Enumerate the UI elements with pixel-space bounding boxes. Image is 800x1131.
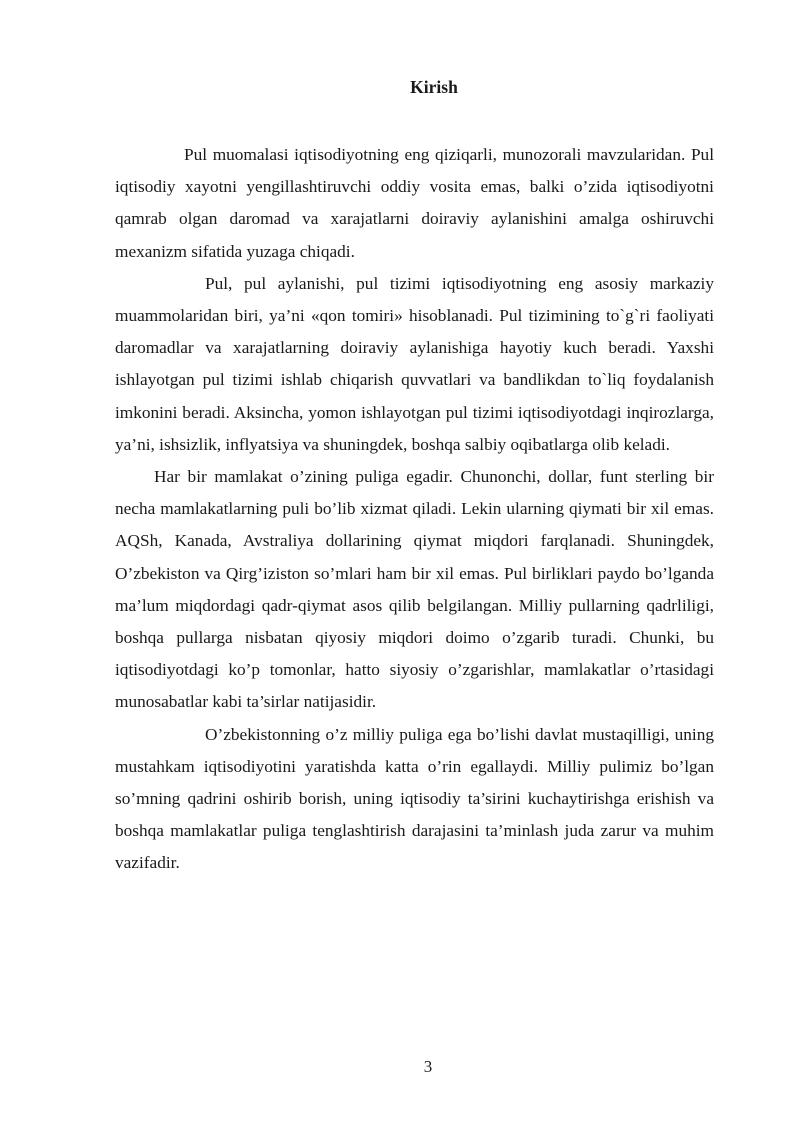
page-title: Kirish <box>410 77 458 97</box>
paragraph-4: O’zbekistonning o’z milliy puliga ega bo’lishi davlat mustaqilligi, uning mustahkam iqtisodiyotini yaratishda katta o’rin egallaydi. Milliy pulimiz bo’lgan so’mning qadrini oshirib borish, uning iqtisodiy ta’sirini kuchaytirishga erishish va boshqa mamlakatlar puliga tenglashtirish darajasini ta’minlash juda zarur va muhim vazifadir. <box>115 724 714 873</box>
paragraph-1: Pul muomalasi iqtisodiyotning eng qiziqarli, munozorali mavzularidan. Pul iqtisodiy xayotni yengillashtiruvchi oddiy vosita emas, balki o’zida iqtisodiyotni qamrab olgan daromad va xarajatlarni doiraviy aylanishini amalga oshiruvchi mexanizm sifatida yuzaga chiqadi. <box>115 145 714 261</box>
paragraph-3: Har bir mamlakat o’zining puliga egadir. Chunonchi, dollar, funt sterling bir necha mamlakatlarning puli bo’lib xizmat qiladi. Lekin ularning qiymati bir xil emas. AQSh, Kanada, Avstraliya dollarining qiymat miqdori farqlanadi. Shuningdek, O’zbekiston va Qirg’iziston so’mlari ham bir xil emas. Pul birliklari paydo bo’lganda ma’lum miqdordagi qadr-qiymat asos qilib belgilangan. Milliy pullarning qadrliligi, boshqa pullarga nisbatan qiyosiy miqdori doimo o’zgarib turadi. Chunki, bu iqtisodiyotdagi ko’p tomonlar, hatto siyosiy o’zgarishlar, mamlakatlar o’rtasidagi munosabatlar kabi ta’sirlar natijasidir. <box>115 467 714 712</box>
paragraph-2: Pul, pul aylanishi, pul tizimi iqtisodiyotning eng asosiy markaziy muammolaridan biri, ya’ni «qon tomiri» hisoblanadi. Pul tizimining to`g`ri faoliyati daromadlar va xarajatlarning doiraviy aylanishiga hayotiy kuch beradi. Yaxshi ishlayotgan pul tizimi ishlab chiqarish quvvatlari va bandlikdan to`liq foydalanish imkonini beradi. Aksincha, yomon ishlayotgan pul tizimi iqtisodiyotdagi inqirozlarga, ya’ni, ishsizlik, inflyatsiya va shuningdek, boshqa salbiy oqibatlarga olib keladi. <box>115 273 714 454</box>
page-number: 3 <box>423 1057 433 1076</box>
document-body <box>115 139 714 880</box>
